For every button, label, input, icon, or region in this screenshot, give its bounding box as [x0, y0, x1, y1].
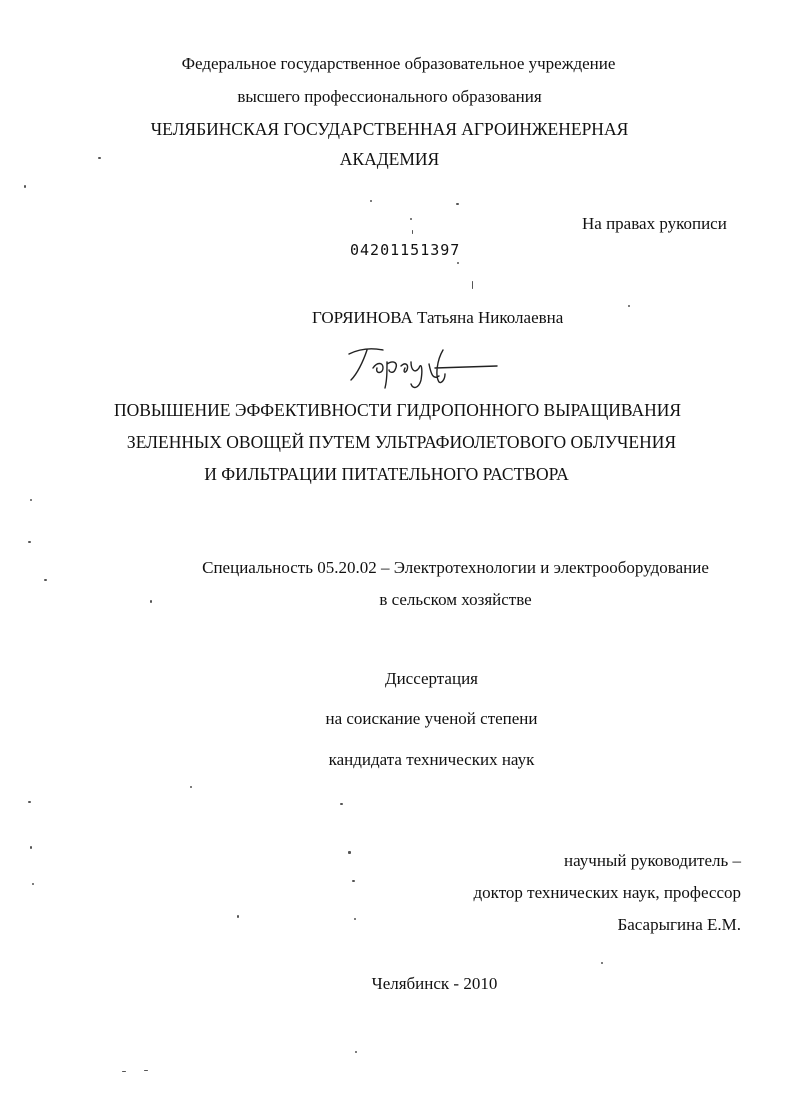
scan-speck	[32, 883, 34, 885]
scan-speck	[190, 786, 192, 788]
catalog-number: 04201151397	[350, 241, 461, 259]
scan-speck	[628, 305, 630, 307]
institution-line-1: Федеральное государственное образовательное учреждение	[181, 54, 616, 73]
thesis-title-line-1: ПОВЫШЕНИЕ ЭФФЕКТИВНОСТИ ГИДРОПОННОГО ВЫРАЩИВАНИЯ	[113, 400, 682, 420]
supervisor-line-1: научный руководитель –	[564, 851, 741, 870]
scan-speck	[24, 185, 26, 188]
thesis-title-line-3: И ФИЛЬТРАЦИИ ПИТАТЕЛЬНОГО РАСТВОРА	[204, 464, 569, 484]
scan-speck	[150, 600, 152, 603]
scan-speck	[237, 915, 239, 918]
scan-speck	[456, 203, 459, 205]
scan-speck	[472, 281, 473, 289]
scan-speck	[340, 803, 343, 805]
scan-speck	[30, 846, 32, 849]
city-year: Челябинск - 2010	[371, 974, 498, 993]
thesis-title-line-2: ЗЕЛЕННЫХ ОВОЩЕЙ ПУТЕМ УЛЬТРАФИОЛЕТОВОГО ОБЛУЧЕНИЯ	[126, 432, 677, 452]
scan-speck	[457, 262, 459, 264]
supervisor-line-2: доктор технических наук, профессор	[473, 883, 741, 902]
scan-speck	[348, 851, 351, 854]
scan-speck	[370, 200, 372, 202]
degree-line-2: на соискание ученой степени	[325, 709, 538, 728]
scan-speck	[352, 880, 355, 882]
scan-speck	[28, 801, 31, 803]
institution-line-2: высшего профессионального образования	[237, 87, 542, 106]
scan-speck	[144, 1070, 148, 1071]
scan-speck	[44, 579, 47, 581]
scan-speck	[98, 157, 101, 159]
scan-speck	[28, 541, 31, 543]
scan-speck	[412, 230, 413, 234]
supervisor-line-3: Басарыгина Е.М.	[617, 915, 741, 934]
author-name: ГОРЯИНОВА Татьяна Николаевна	[312, 308, 564, 327]
scan-speck	[30, 499, 32, 501]
scan-speck	[354, 918, 356, 920]
institution-line-3: ЧЕЛЯБИНСКАЯ ГОСУДАРСТВЕННАЯ АГРОИНЖЕНЕРНАЯ	[150, 119, 629, 139]
signature-icon	[343, 340, 503, 392]
scan-speck	[355, 1051, 357, 1053]
degree-line-1: Диссертация	[384, 669, 478, 688]
scan-speck	[601, 962, 603, 964]
institution-line-4: АКАДЕМИЯ	[339, 149, 440, 169]
scan-speck	[410, 218, 412, 220]
specialty-line-1: Специальность 05.20.02 – Электротехнологии и электрооборудование	[202, 558, 709, 577]
scan-speck	[122, 1071, 126, 1072]
manuscript-rights-note: На правах рукописи	[582, 214, 727, 233]
degree-line-3: кандидата технических наук	[328, 750, 535, 769]
specialty-line-2: в сельском хозяйстве	[379, 590, 532, 609]
